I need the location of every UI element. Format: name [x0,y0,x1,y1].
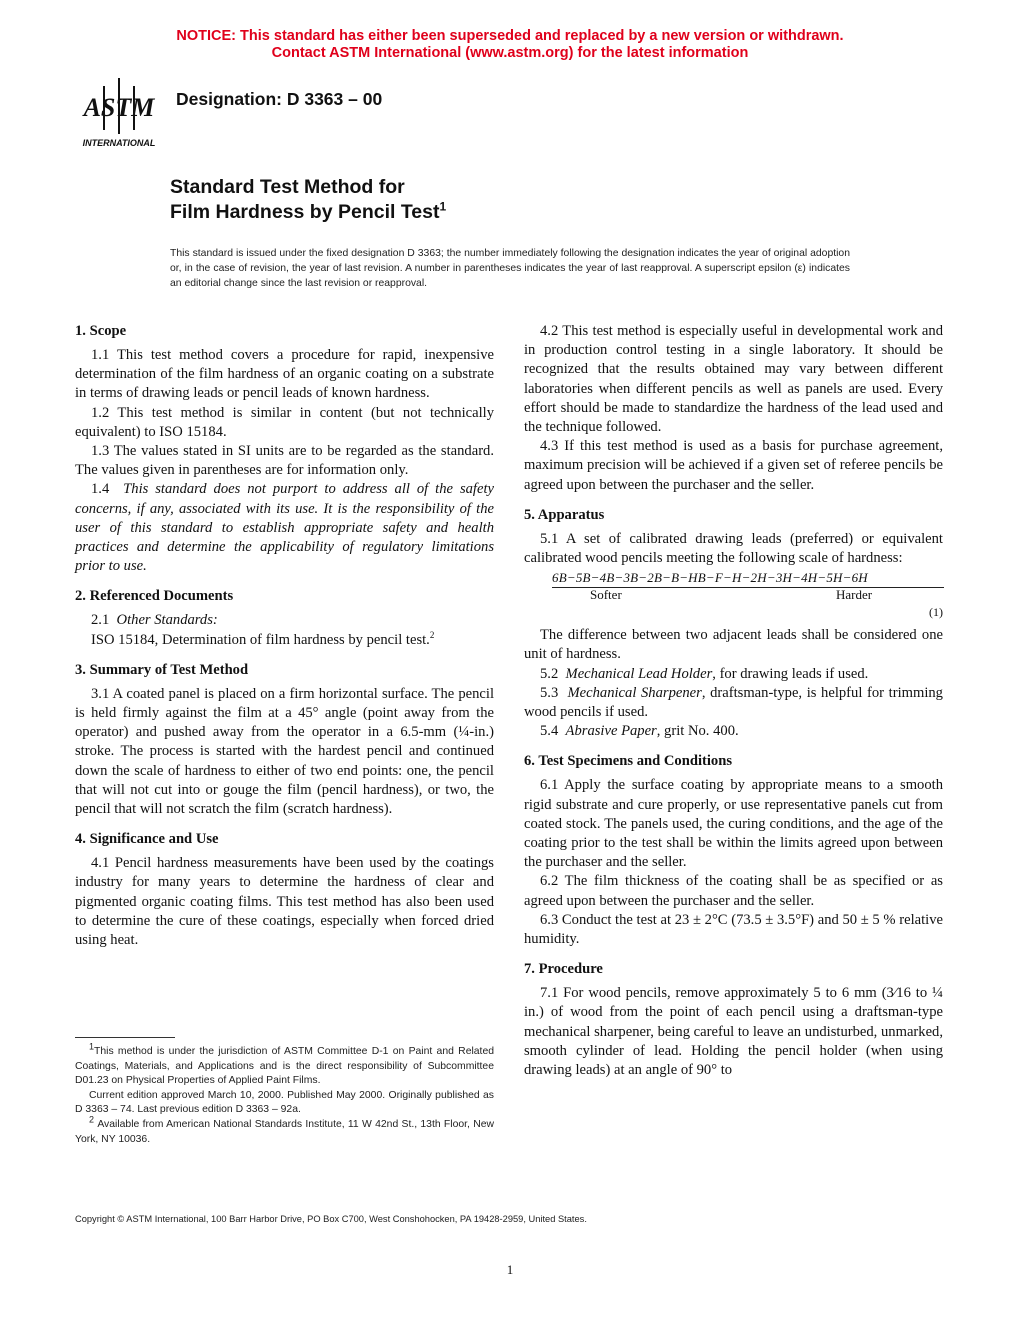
iso-reference: ISO 15184, Determination of film hardness by pencil test. [91,631,430,648]
para-5-4 [524,722,943,741]
hardness-softer-label: Softer [590,587,622,603]
section-2-heading: 2. Referenced Documents [75,588,234,605]
left-column [75,322,494,950]
para-2-1-text: Other Standards: [116,612,218,629]
para-6-1: 6.1 Apply the surface coating by appropriate means to a smooth rigid substrate and cure properly, or use representative panels cut from coated stock. The panels used, the curing conditions, and the age of the coating prior to the test shall be within the limits agreed upon between the purchaser and the seller. [524,777,943,871]
astm-logo-icon [74,72,164,152]
title-footnote-ref: 1 [439,199,447,214]
para-5-2-text: , for drawing leads if used. [712,665,869,682]
para-5-4-text: , grit No. 400. [656,723,739,740]
para-5-3-text: , draftsman-type, is helpful for trimming wood pencils if used. [524,684,943,721]
para-4-3: 4.3 If this test method is used as a basis for purchase agreement, maximum precision will be achieved if a given set of referee pencils be agreed upon between the purchaser and the seller. [524,438,943,493]
para-2-1 [75,611,494,630]
footnote-2 [75,1114,494,1147]
footnotes [75,1041,494,1147]
footnote-1-text: This method is under the jurisdiction of ASTM Committee D-1 on Paint and Related Coatings, Materials, and Applications and is the direct responsibility of Subcommittee D01.23 on Physical Properties of Applied Paint Films. [75,1046,494,1087]
title-line-2: Film Hardness by Pencil Test [170,201,440,223]
para-2-iso [75,631,494,650]
section-5-heading: 5. Apparatus [524,506,605,523]
para-4-2: 4.2 This test method is especially useful in developmental work and in production control testing in a single laboratory. It should be recognized that the results obtained may vary between different laboratories when different pencils as well as panels are used. Every effort should be made to standardize the hardness of the lead used and the technique followed. [524,323,943,436]
para-5-2-term: Mechanical Lead Holder [565,665,713,682]
para-7-1: 7.1 For wood pencils, remove approximately 5 to 6 mm (3⁄16 to ¼ in.) of wood from the point of each pencil using a draftsman-type mechanical sharpener, being careful to leave an undisturbed, unmarked, smooth cylinder of lead. Holding the pencil holder (when using drawing leads) at an angle of 90° to [524,985,943,1079]
para-1-3: 1.3 The values stated in SI units are to be regarded as the standard. The values given in parentheses are for information only. [75,443,494,479]
para-4-1: 4.1 Pencil hardness measurements have been used by the coatings industry for many years to determine the hardness of clear and pigmented organic coating films. This test method has also been used to determine the cure of these coatings, especially when forced dried using heat. [75,855,494,949]
footnote-1-mark: 1 [89,1041,95,1052]
section-7-heading: 7. Procedure [524,961,603,978]
hardness-scale-values: 6B−5B−4B−3B−2B−B−HB−F−H−2H−3H−4H−5H−6H [552,570,868,586]
para-5-3-num: 5.3 [540,684,559,701]
para-1-4-text: This standard does not purport to address all of the safety concerns, if any, associated with its use. It is the responsibility of the user of this standard to establish appropriate safety and health practices and determine the applicability of regulatory limitations prior to use. [75,481,494,575]
hardness-harder-label: Harder [836,587,873,603]
equation-number: (1) [929,605,943,620]
para-6-3: 6.3 Conduct the test at 23 ± 2°C (73.5 ± 3.5°F) and 50 ± 5 % relative humidity. [524,911,943,948]
logo-text: ASTM [83,93,155,122]
section-6-heading: 6. Test Specimens and Conditions [524,753,733,770]
notice-line-1: NOTICE: This standard has either been superseded and replaced by a new version or withdrawn. [176,28,844,44]
footnote-1b: Current edition approved March 10, 2000. Published May 2000. Originally published as D 3363 – 74. Last previous edition D 3363 – 92a. [75,1089,494,1116]
section-4-heading: 4. Significance and Use [75,831,219,848]
footnote-divider [75,1037,175,1038]
hardness-scale [524,568,943,626]
para-5-2 [524,665,943,684]
notice-banner [0,28,1020,62]
para-5-diff: The difference between two adjacent leads shall be considered one unit of hardness. [524,627,943,663]
para-5-3-term: Mechanical Sharpener [567,684,702,701]
para-1-4 [75,480,494,576]
para-1-4-num: 1.4 [91,481,110,498]
footnote-1 [75,1041,494,1089]
page-number: 1 [506,1262,514,1277]
section-1-heading: 1. Scope [75,323,127,339]
footnote-2-mark: 2 [89,1114,95,1125]
iso-footnote-ref: 2 [429,629,435,640]
title-line-1: Standard Test Method for [170,176,405,198]
designation: Designation: D 3363 – 00 [176,89,383,109]
section-3-heading: 3. Summary of Test Method [75,661,249,678]
para-5-1: 5.1 A set of calibrated drawing leads (preferred) or equivalent calibrated wood pencils meeting the following scale of hardness: [524,530,943,567]
para-5-4-term: Abrasive Paper [565,723,657,740]
para-5-4-num: 5.4 [540,723,559,740]
para-5-2-num: 5.2 [540,665,559,682]
para-1-2: 1.2 This test method is similar in content (but not technically equivalent) to ISO 15184. [75,404,494,440]
issued-note: This standard is issued under the fixed designation D 3363; the number immediately following the designation indicates the year of original adoption or, in the case of revision, the year of last revision. A number in parentheses indicates the year of last reapproval. A superscript epsilon (ε) indicates an editorial change since the last revision or reapproval. [170,248,850,290]
document-title [170,175,446,225]
para-5-3 [524,684,943,722]
copyright-line: Copyright © ASTM International, 100 Barr Harbor Drive, PO Box C700, West Conshohocken, PA 19428-2959, United States. [75,1214,587,1224]
footnote-2-text: Available from American National Standards Institute, 11 W 42nd St., 13th Floor, New York, NY 10036. [75,1118,494,1145]
para-2-1-num: 2.1 [91,612,110,629]
para-6-2: 6.2 The film thickness of the coating shall be as specified or as agreed upon between the purchaser and the seller. [524,873,943,909]
notice-line-2: Contact ASTM International (www.astm.org) for the latest information [271,45,749,61]
para-1-1: 1.1 This test method covers a procedure for rapid, inexpensive determination of the film hardness of an organic coating on a substrate in terms of drawing leads or pencil leads of known hardness. [75,347,494,402]
right-column [524,322,943,1080]
logo-subtext: INTERNATIONAL [82,138,156,148]
para-3-1: 3.1 A coated panel is placed on a firm horizontal surface. The pencil is held firmly against the film at a 45° angle (point away from the operator) and pushed away from the operator in a 6.5-mm (¼-in.) stroke. The process is started with the hardest pencil and continued down the scale of hardness to either of two end points: one, the pencil that will not cut into or gouge the film (pencil hardness), or two, the pencil that will not scratch the film (scratch hardness). [75,685,494,818]
